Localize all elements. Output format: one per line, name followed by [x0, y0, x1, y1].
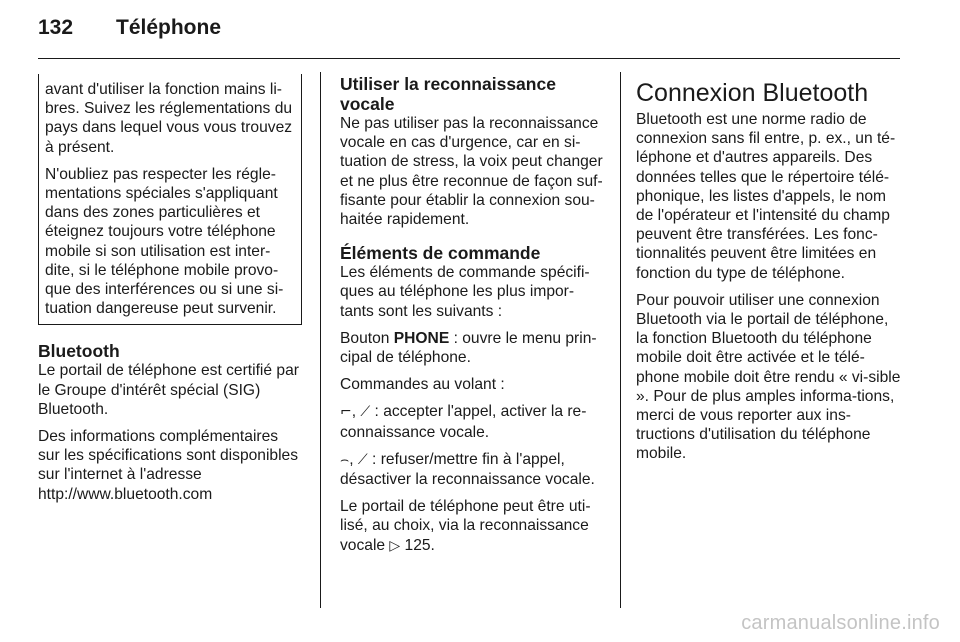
phone-accept-icon: ⌐ [340, 404, 352, 421]
bluetooth-connection-heading: Connexion Bluetooth [636, 79, 869, 107]
reject-sep: , [349, 450, 358, 468]
accept-sep: , [351, 403, 361, 421]
controls-heading: Éléments de commande [340, 243, 541, 264]
bluetooth-url[interactable]: http://www.bluetooth.com [38, 485, 213, 503]
page-ref-icon: ▷ [389, 537, 401, 554]
phone-button-para [340, 329, 604, 367]
bluetooth-para-1: Le portail de téléphone est certifié par le Groupe d'intérêt spécial (SIG) Bluetooth. [38, 362, 299, 418]
page-ref: 125. [400, 536, 435, 554]
site-watermark: carmanualsonline.info [741, 612, 940, 634]
column-divider-2 [620, 72, 621, 608]
warning-box [38, 74, 302, 325]
voice-off-icon: ⟋ [357, 451, 368, 468]
column-3 [636, 74, 902, 472]
phone-button-desc: : ouvre le menu prin-cipal de téléphone. [340, 329, 597, 367]
warning-text-2: N'oubliez pas respecter les régle-mentations spéciales s'appliquant dans des zones particulières et éteignez toujours votre téléphone mobile si son utilisation est inter-dite, si le téléphone mobile provo-que des interférences ou si une si-tuation dangereuse peut survenir. [45, 165, 284, 318]
controls-para: Les éléments de commande spécifi-ques au téléphone les plus impor-tants sont les suivants : [340, 264, 590, 320]
bluetooth-connection-para-1: Bluetooth est une norme radio de connexion sans fil entre, p. ex., un té-léphone et d'autres appareils. Des données telles que le répertoire télé-phonique, les listes d'appels, le nom de l'opérateur et l'intensité du champ peuvent être transférées. Les fonc-tionnalités peuvent être limitées en fonction du type de téléphone. [636, 111, 896, 282]
voice-usage-para [340, 497, 604, 556]
bluetooth-heading: Bluetooth [38, 341, 120, 362]
phone-hangup-icon: ⌢ [340, 451, 350, 468]
reject-call-desc: : refuser/mettre fin à l'appel, désactiver la reconnaissance vocale. [340, 450, 595, 489]
chapter-title: Téléphone [116, 16, 222, 39]
steering-controls-para: Commandes au volant : [340, 376, 505, 394]
phone-button-label: PHONE [393, 329, 450, 347]
bluetooth-connection-para-2: Pour pouvoir utiliser une connexion Bluetooth via le portail de téléphone, la fonction Bluetooth du téléphone mobile doit être activée et le télé-phone mobile doit être rendu « vi-sible ». Pour de plus amples informa-tions, merci de vous reporter aux ins-tructions d'utilisation du téléphone mobile. [636, 291, 901, 463]
voice-recognition-heading: Utiliser la reconnaissance vocale [340, 74, 556, 114]
voice-icon: ⟋ [360, 404, 371, 421]
column-divider-1 [320, 72, 321, 608]
column-2 [340, 74, 604, 564]
column-1 [38, 74, 302, 512]
header-rule [38, 58, 900, 59]
accept-call-desc: : accepter l'appel, activer la re-connaissance vocale. [340, 403, 587, 441]
phone-button-prefix: Bouton [340, 329, 394, 347]
page-number: 132 [38, 16, 74, 39]
bluetooth-para-2: Des informations complémentaires sur les spécifications sont disponibles sur l'internet à l'adresse [38, 428, 299, 484]
accept-call-para [340, 402, 604, 441]
warning-text-1: avant d'utiliser la fonction mains li-bres. Suivez les réglementations du pays dans lequel vous vous trouvez à présent. [45, 81, 293, 156]
reject-call-para [340, 450, 604, 489]
voice-usage-text: Le portail de téléphone peut être uti-lisé, au choix, via la reconnaissance vocale [340, 498, 591, 554]
page-header [38, 16, 918, 46]
voice-recognition-para: Ne pas utiliser pas la reconnaissance vocale en cas d'urgence, car en si-tuation de stress, la voix peut changer et ne plus être reconnue de façon suf-fisante pour établir la connexion sou-haitée rapidement. [340, 115, 603, 229]
